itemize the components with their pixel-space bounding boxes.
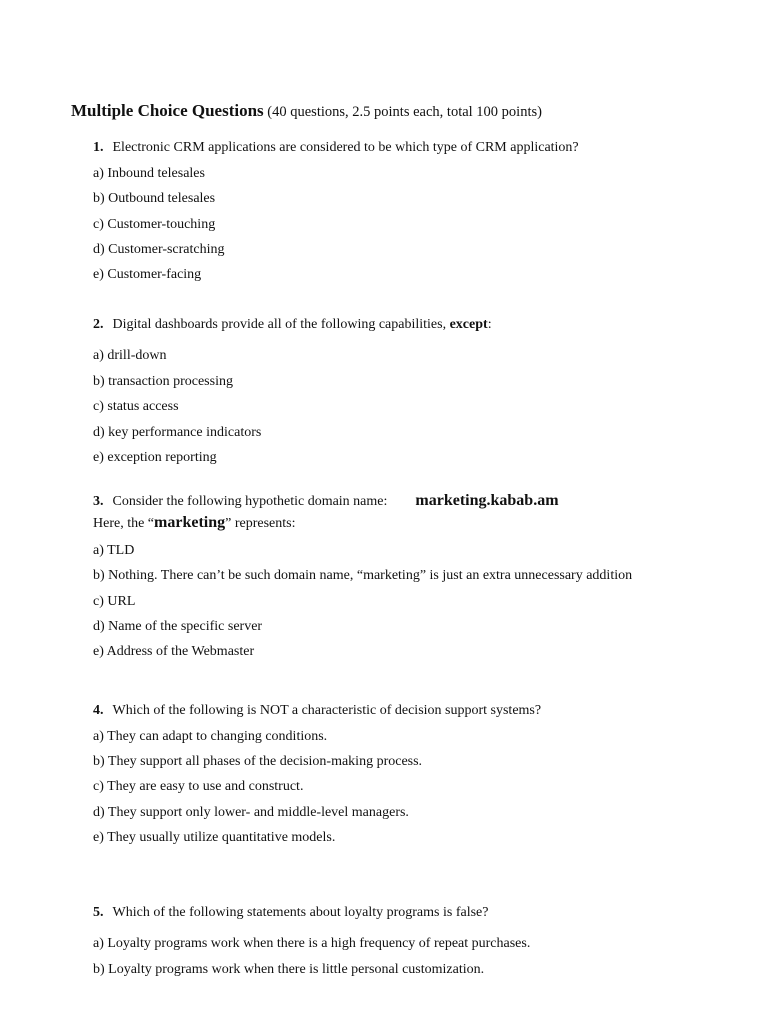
question-text: Which of the following is NOT a characteristic of decision support systems? — [112, 703, 542, 718]
question-2 — [93, 316, 492, 334]
question-number: 4. — [93, 703, 104, 718]
option: a) drill-down — [93, 348, 167, 363]
option: b) They support all phases of the decision-making process. — [93, 754, 423, 769]
question-text: Here, the “ — [93, 516, 155, 531]
question-text: Which of the following statements about loyalty programs is false? — [112, 905, 489, 920]
question-number: 3. — [93, 494, 104, 509]
option: b) transaction processing — [93, 374, 233, 389]
option: c) Customer-touching — [93, 217, 216, 232]
question-text: Electronic CRM applications are considered to be which type of CRM application? — [112, 140, 579, 155]
option: a) Inbound telesales — [93, 166, 205, 181]
option: c) status access — [93, 399, 179, 414]
option: b) Loyalty programs work when there is little personal customization. — [93, 962, 485, 977]
option: a) TLD — [93, 543, 135, 558]
question-emphasis: marketing — [154, 514, 226, 531]
option: d) Name of the specific server — [93, 619, 263, 634]
question-number: 1. — [93, 140, 104, 155]
section-subtitle: (40 questions, 2.5 points each, total 100 points) — [267, 104, 542, 120]
question-text: Consider the following hypothetic domain name: — [112, 494, 388, 509]
option: c) They are easy to use and construct. — [93, 779, 304, 794]
option: c) URL — [93, 594, 136, 609]
option: d) key performance indicators — [93, 425, 262, 440]
section-title: Multiple Choice Questions — [71, 101, 264, 120]
option: e) Customer-facing — [93, 267, 202, 282]
option: b) Nothing. There can’t be such domain name, “marketing” is just an extra unnecessary addition — [93, 568, 633, 583]
section-heading — [71, 101, 542, 121]
domain-name: marketing.kabab.am — [415, 492, 559, 509]
question-text: Digital dashboards provide all of the following capabilities, — [112, 317, 450, 332]
question-1 — [93, 139, 579, 157]
question-emphasis: except — [449, 317, 488, 332]
question-3 — [93, 492, 559, 511]
option: e) Address of the Webmaster — [93, 644, 255, 659]
question-4 — [93, 702, 541, 720]
question-5 — [93, 904, 488, 922]
option: d) They support only lower- and middle-level managers. — [93, 805, 409, 820]
option: a) Loyalty programs work when there is a high frequency of repeat purchases. — [93, 936, 531, 951]
option: a) They can adapt to changing conditions. — [93, 729, 328, 744]
question-number: 5. — [93, 905, 104, 920]
option: e) They usually utilize quantitative models. — [93, 830, 336, 845]
question-text-end: : — [487, 317, 492, 332]
option: e) exception reporting — [93, 450, 217, 465]
option: b) Outbound telesales — [93, 191, 216, 206]
question-3-line-2 — [93, 514, 296, 533]
question-text-end: ” represents: — [225, 516, 296, 531]
question-number: 2. — [93, 317, 104, 332]
option: d) Customer-scratching — [93, 242, 225, 257]
